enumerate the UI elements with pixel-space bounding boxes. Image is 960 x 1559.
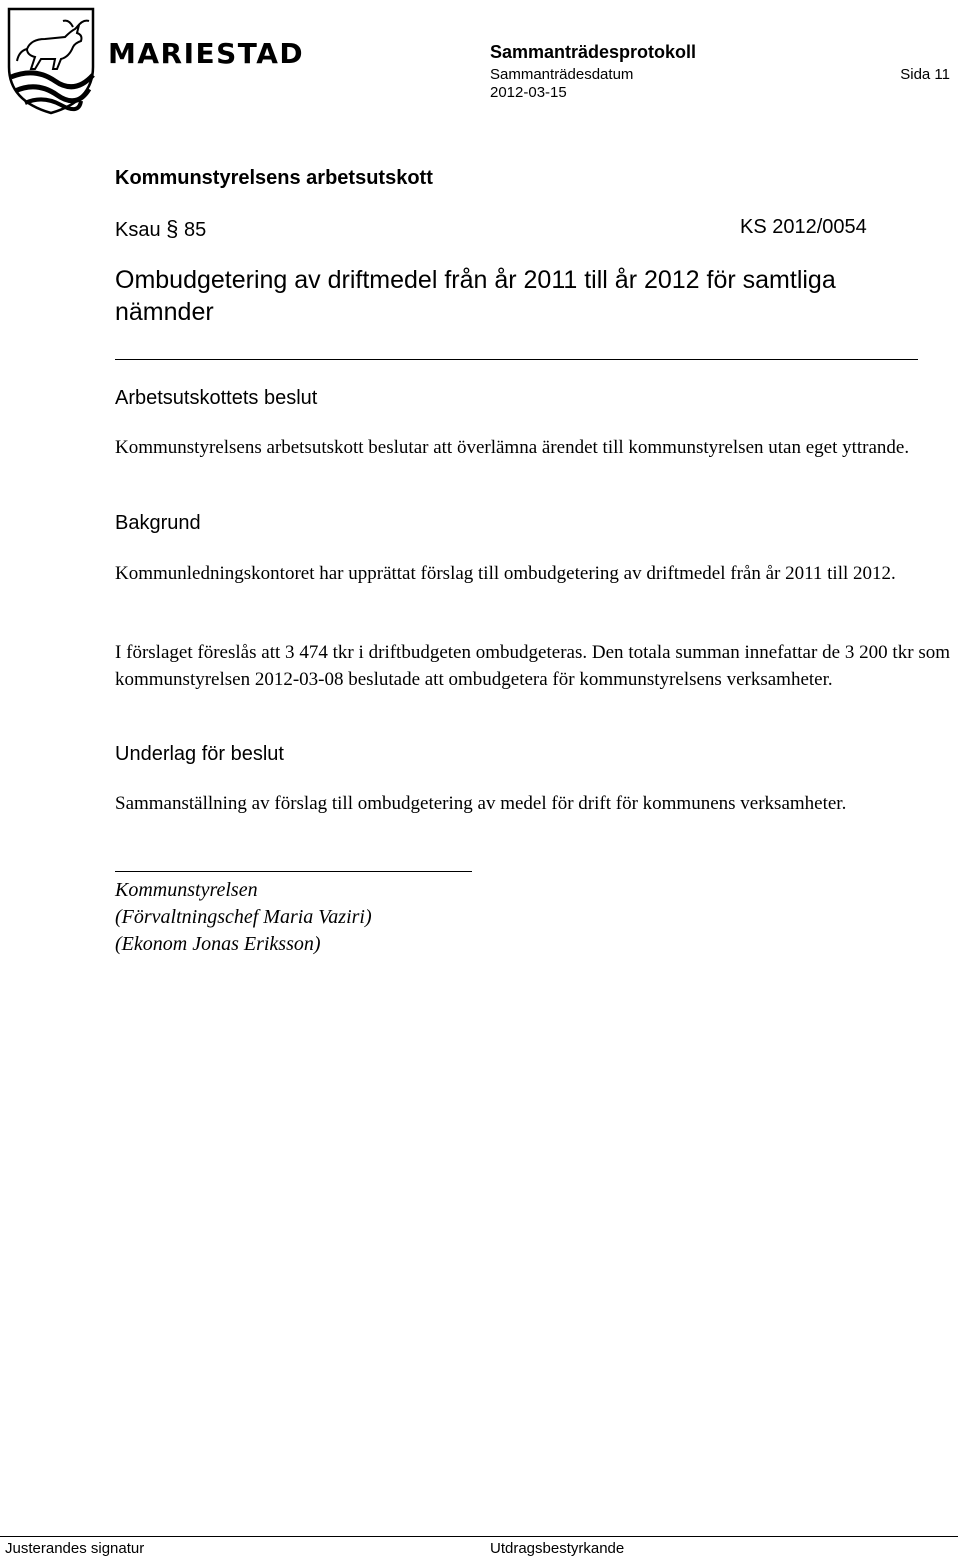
document-type: Sammanträdesprotokoll: [490, 42, 697, 62]
distribution-divider: [115, 871, 472, 872]
title-divider: [115, 359, 918, 360]
meeting-date-value: 2012-03-15: [490, 84, 567, 101]
distribution-recipient: (Ekonom Jonas Eriksson): [115, 933, 321, 955]
distribution-recipient: (Förvaltningschef Maria Vaziri): [115, 906, 372, 928]
case-reference: KS 2012/0054: [740, 216, 867, 238]
footer-signature-label: Justerandes signatur: [5, 1540, 145, 1557]
basis-text: Sammanställning av förslag till ombudgetering av medel för drift för kommunens verksamheter.: [115, 793, 847, 814]
basis-heading: Underlag för beslut: [115, 743, 284, 765]
committee-name: Kommunstyrelsens arbetsutskott: [115, 167, 433, 189]
paragraph-prefix: Ksau: [115, 219, 161, 241]
logo-wordmark: MARIESTAD: [108, 37, 305, 70]
decision-text: Kommunstyrelsens arbetsutskott beslutar att överlämna ärendet till kommunstyrelsen utan eget yttrande.: [115, 437, 910, 458]
paragraph-symbol: §: [166, 216, 179, 241]
footer-divider: [0, 1536, 958, 1537]
page-title: Ombudgetering av driftmedel från år 2011 till år 2012 för samtliga nämnder: [115, 266, 836, 326]
meeting-date-label: Sammanträdesdatum: [490, 66, 634, 83]
page-number: Sida 11: [900, 66, 950, 83]
paragraph-reference: [115, 216, 206, 242]
background-paragraph: Kommunledningskontoret har upprättat förslag till ombudgetering av driftmedel från år 2011 till 2012.: [115, 563, 896, 584]
footer-certification-label: Utdragsbestyrkande: [490, 1540, 625, 1557]
decision-heading: Arbetsutskottets beslut: [115, 387, 318, 409]
background-paragraph: I förslaget föreslås att 3 474 tkr i driftbudgeten ombudgeteras. Den totala summan innefattar de 3 200 tkr som kommunstyrelsen 2012-03-08 beslutade att ombudgetera för kommunstyrelsens verksamheter.: [115, 642, 950, 690]
distribution-recipient: Kommunstyrelsen: [115, 879, 258, 901]
municipality-coat-of-arms-icon: [5, 5, 97, 117]
background-heading: Bakgrund: [115, 512, 201, 534]
paragraph-number: 85: [183, 219, 207, 241]
